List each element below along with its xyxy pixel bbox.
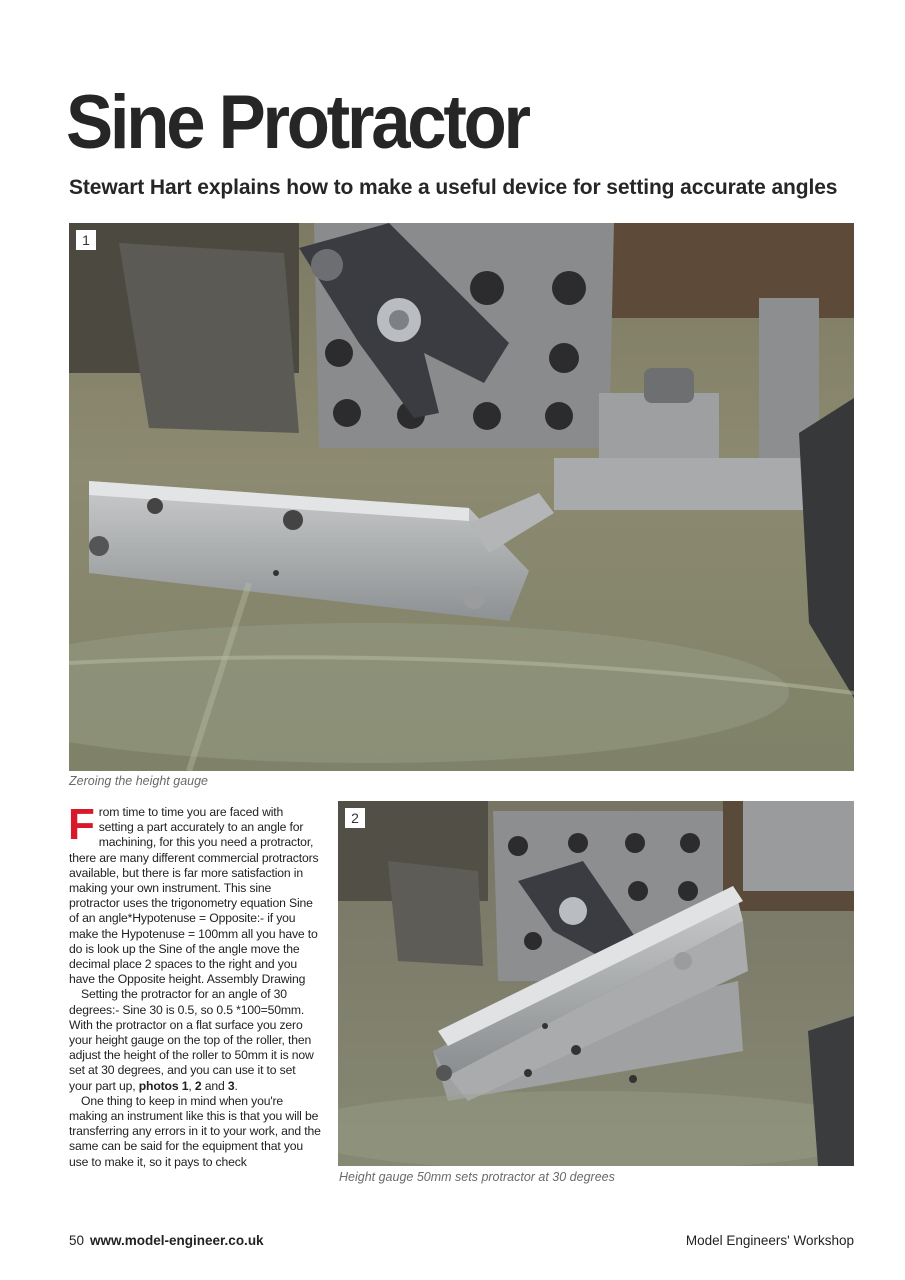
article-title: Sine Protractor [66, 80, 528, 165]
paragraph-2: Setting the protractor for an angle of 30 degrees:- Sine 30 is 0.5, so 0.5 *100=50mm. With the protractor on a flat surface you zero your height gauge on the top of the roller, then adjust the height of the roller to 50mm it is now set at 30 degrees, and you can use it to set your part up, photos 1, 2 and 3. [69, 987, 314, 1093]
photo-1-image [69, 223, 854, 771]
photo-2-image [338, 801, 854, 1166]
article-body [68, 800, 321, 1170]
photo-2 [338, 801, 854, 1166]
photo-1 [69, 223, 854, 771]
article-subtitle: Stewart Hart explains how to make a useful device for setting accurate angles [69, 176, 838, 199]
paragraph-3: One thing to keep in mind when you're making an instrument like this is that you will be transferring any errors in it to your work, and the same can be said for the equipment that you use to make it, so it pays to check [69, 1093, 321, 1169]
paragraph-1 [68, 800, 321, 987]
photo-2-number: 2 [345, 808, 365, 828]
drop-cap: F [68, 800, 95, 849]
photo-1-number: 1 [76, 230, 96, 250]
paragraph-1-text: rom time to time you are faced with setting a part accurately to an angle for machining, for this you need a protractor, there are many different commercial protractors available, but there is far more satisfaction in making your own instrument. This sine protractor uses the trigonometry equation Sine of an angle*Hypotenuse = Opposite:- if you make the Hypotenuse = 100mm all you have to do is look up the Sine of the angle move the decimal place 2 spaces to the right and you have the Opposite height. Assembly Drawing [69, 805, 319, 987]
website-link[interactable]: www.model-engineer.co.uk [90, 1233, 264, 1248]
photo-2-caption: Height gauge 50mm sets protractor at 30 degrees [339, 1170, 615, 1184]
photo-1-caption: Zeroing the height gauge [69, 774, 208, 788]
magazine-name: Model Engineers' Workshop [685, 1233, 854, 1248]
page-number: 50 [69, 1233, 85, 1248]
footer-left [69, 1233, 264, 1248]
